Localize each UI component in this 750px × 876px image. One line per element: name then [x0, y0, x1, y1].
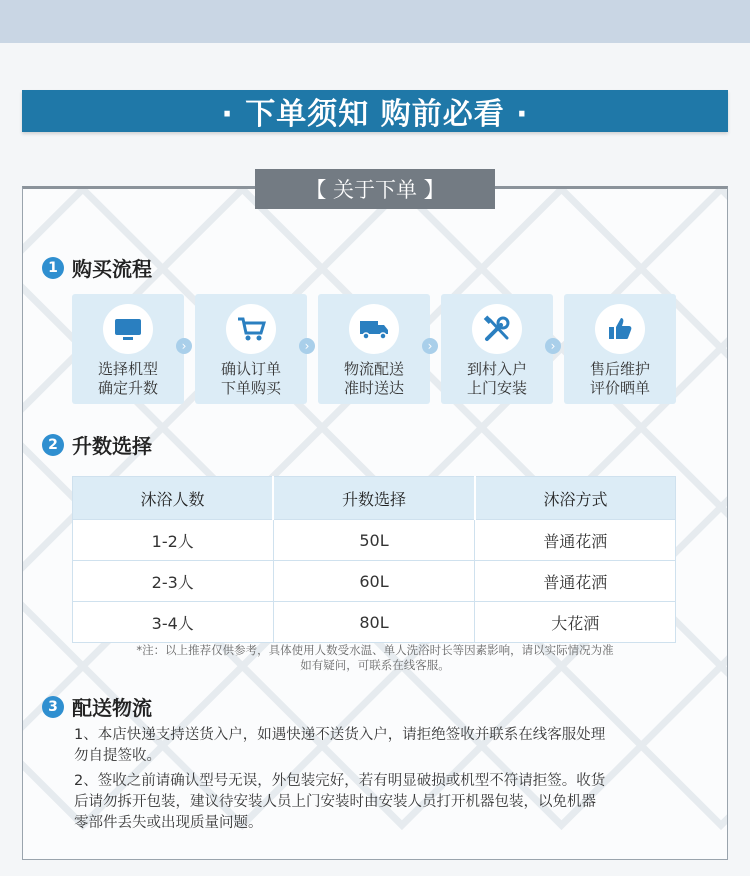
- truck-icon: [349, 304, 399, 354]
- column-header: 沐浴方式: [475, 477, 676, 520]
- section-heading-purchase: [42, 253, 152, 282]
- section-heading-delivery: [42, 692, 152, 721]
- table-cell: 50L: [273, 520, 475, 561]
- step-line2: 上门安装: [466, 379, 527, 397]
- section-heading-capacity: [42, 430, 152, 459]
- table-cell: 普通花洒: [475, 520, 676, 561]
- step-line2: 下单购买: [220, 379, 281, 397]
- step-card: [72, 294, 184, 404]
- table-cell: 80L: [273, 602, 475, 643]
- section-tab: [255, 169, 495, 209]
- delivery-paragraph-2: [74, 771, 664, 834]
- section-title: 配送物流: [72, 696, 152, 720]
- table-cell: 2-3人: [73, 561, 274, 602]
- table-cell: 60L: [273, 561, 475, 602]
- table-cell: 大花洒: [475, 602, 676, 643]
- chevron-right-icon: ›: [545, 338, 561, 354]
- step-line1: 确认订单: [220, 360, 281, 378]
- delivery-paragraph-1: [74, 725, 664, 767]
- paragraph-line: 零部件丢失或出现质量问题。: [74, 815, 263, 831]
- footnote-line: *注：以上推荐仅供参考，具体使用人数受水温、单人洗浴时长等因素影响，请以实际情况为准: [136, 643, 614, 657]
- step-card: [564, 294, 676, 404]
- section-number: 2: [42, 434, 64, 456]
- thumbs-up-icon: [595, 304, 645, 354]
- paragraph-line: 后请勿拆开包装，建议待安装人员上门安装时由安装人员打开机器包装，以免机器: [74, 794, 596, 810]
- paragraph-line: 1、本店快递支持送货入户，如遇快递不送货入户，请拒绝签收并联系在线客服处理: [74, 727, 606, 743]
- step-line1: 选择机型: [97, 360, 158, 378]
- section-number: 3: [42, 696, 64, 718]
- section-title: 购买流程: [72, 257, 152, 281]
- table-cell: 普通花洒: [475, 561, 676, 602]
- step-card: [441, 294, 553, 404]
- paragraph-line: 2、签收之前请确认型号无误，外包装完好，若有明显破损或机型不符请拒签。收货: [74, 773, 606, 789]
- table-row: [73, 602, 676, 643]
- chevron-right-icon: ›: [299, 338, 315, 354]
- tools-icon: [472, 304, 522, 354]
- step-card: [195, 294, 307, 404]
- cart-icon: [226, 304, 276, 354]
- column-header: 沐浴人数: [73, 477, 274, 520]
- step-line2: 评价晒单: [589, 379, 650, 397]
- step-line1: 到村入户: [466, 360, 527, 378]
- section-number: 1: [42, 257, 64, 279]
- table-row: [73, 520, 676, 561]
- step-line1: 物流配送: [343, 360, 404, 378]
- page-banner: [22, 90, 728, 132]
- step-card: [318, 294, 430, 404]
- footnote-line: 如有疑问，可联系在线客服。: [300, 658, 450, 672]
- chevron-right-icon: ›: [422, 338, 438, 354]
- table-cell: 1-2人: [73, 520, 274, 561]
- paragraph-line: 勿自提签收。: [74, 748, 161, 764]
- tv-icon: [103, 304, 153, 354]
- table-header-row: [73, 477, 676, 520]
- column-header: 升数选择: [273, 477, 475, 520]
- step-line2: 确定升数: [97, 379, 158, 397]
- table-row: [73, 561, 676, 602]
- tab-label: 【 关于下单 】: [305, 178, 445, 202]
- step-line2: 准时送达: [343, 379, 404, 397]
- chevron-right-icon: ›: [176, 338, 192, 354]
- step-line1: 售后维护: [589, 360, 650, 378]
- banner-title: · 下单须知 购前必看 ·: [221, 97, 529, 132]
- table-cell: 3-4人: [73, 602, 274, 643]
- capacity-table: [72, 476, 676, 643]
- top-band: [0, 0, 750, 43]
- table-footnote: [100, 643, 650, 673]
- section-title: 升数选择: [72, 434, 152, 458]
